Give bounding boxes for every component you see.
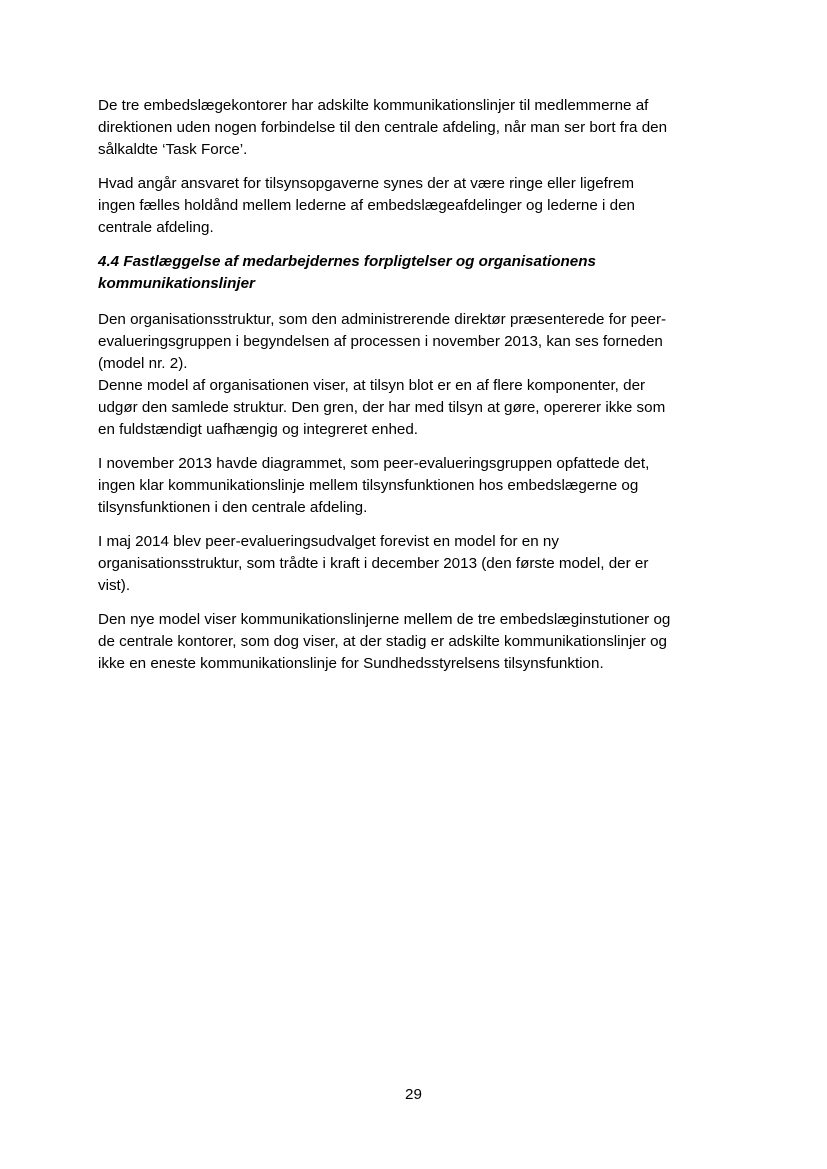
paragraph: Den nye model viser kommunikationslinjerne mellem de tre embedslæginstutioner og de centrale kontorer, som dog viser, at der stadig er adskilte kommunikationslinjer og ikke en eneste kommunikationslinje for Sundhedsstyrelsens tilsynsfunktion. xyxy=(98,611,671,672)
paragraph: Hvad angår ansvaret for tilsynsopgaverne synes der at være ringe eller ligefrem ingen fælles holdånd mellem lederne af embedslægeafdelinger og lederne i den centrale afdeling. xyxy=(98,175,635,236)
section-heading: 4.4 Fastlæggelse af medarbejdernes forpligtelser og organisationens kommunikationslinjer xyxy=(98,253,596,292)
paragraph: I maj 2014 blev peer-evalueringsudvalget forevist en model for en ny organisationsstruktur, som trådte i kraft i december 2013 (den første model, der er vist). xyxy=(98,533,649,594)
page-content xyxy=(98,95,738,675)
paragraph: I november 2013 havde diagrammet, som peer-evalueringsgruppen opfattede det, ingen klar kommunikationslinje mellem tilsynsfunktionen hos embedslægerne og tilsynsfunktionen i den centrale afdeling. xyxy=(98,455,650,516)
paragraph: Den organisationsstruktur, som den administrerende direktør præsenterede for peer- evalueringsgruppen i begyndelsen af processen i november 2013, kan ses forneden (model nr. 2). xyxy=(98,311,667,372)
paragraph: Denne model af organisationen viser, at tilsyn blot er en af flere komponenter, der udgør den samlede struktur. Den gren, der har med tilsyn at gøre, opererer ikke som en fuldstændigt uafhængig og integreret enhed. xyxy=(98,377,666,438)
page-number: 29 xyxy=(405,1086,422,1103)
paragraph: De tre embedslægekontorer har adskilte kommunikationslinjer til medlemmerne af direktionen uden nogen forbindelse til den centrale afdeling, når man ser bort fra den sålkaldte ‘Task Force’. xyxy=(98,97,668,158)
